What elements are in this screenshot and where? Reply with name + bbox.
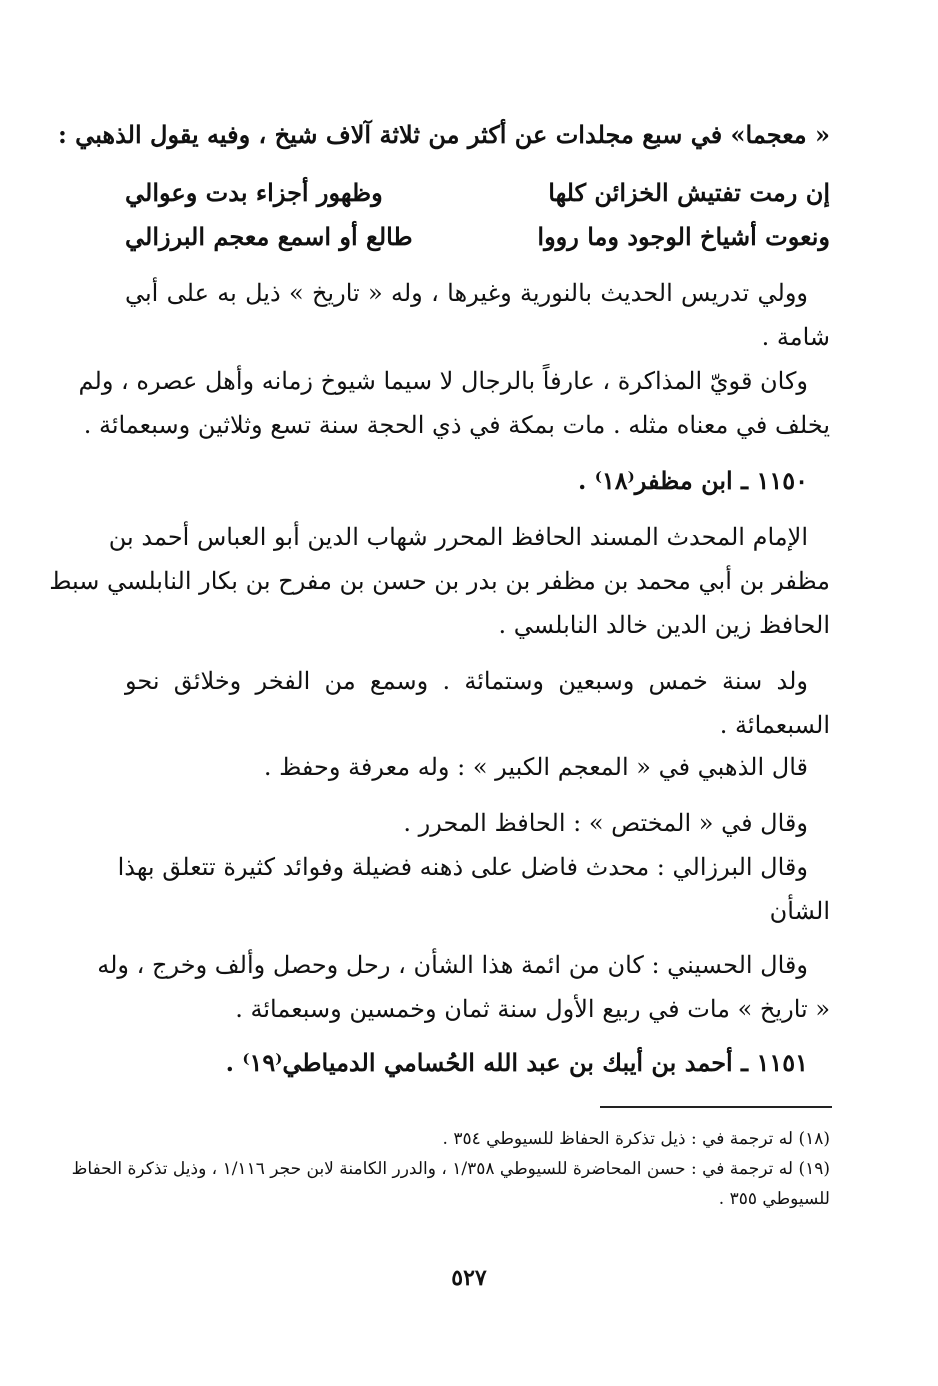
paragraph-line: قال الذهبي في « المعجم الكبير » : وله معرفة وحفظ . <box>263 753 808 781</box>
page-number: ٥٢٧ <box>451 1265 487 1291</box>
paragraph-line: السبعمائة . <box>719 711 830 739</box>
verse-hemistich: ونعوت أشياخ الوجود وما رووا <box>537 222 830 251</box>
paragraph-line: ولد سنة خمس وسبعين وستمائة . وسمع من الفخر وخلائق نحو <box>125 667 808 695</box>
paragraph-line: وقال في « المختص » : الحافظ المحرر . <box>403 809 808 837</box>
footnote-19: (١٩) له ترجمة في : حسن المحاضرة للسيوطي ١/٣٥٨ ، والدرر الكامنة لابن حجر ١/١١٦ ، وذيل تذكرة الحفاظ <box>71 1159 830 1179</box>
verse-hemistich: إن رمت تفتيش الخزائن كلها <box>548 178 830 207</box>
paragraph-line: « معجما» في سبع مجلدات عن أكثر من ثلاثة آلاف شيخ ، وفيه يقول الذهبي : <box>57 120 830 149</box>
footnote-separator <box>600 1106 832 1108</box>
verse-line-1 <box>125 176 830 216</box>
footnote-19-continued: للسيوطي ٣٥٥ . <box>718 1189 830 1209</box>
verse-line-2 <box>125 220 830 260</box>
paragraph-line: وقال البرزالي : محدث فاضل على ذهنه فضيلة وفوائد كثيرة تتعلق بهذا <box>117 853 808 881</box>
verse-hemistich: طالع أو اسمع معجم البرزالي <box>125 222 413 251</box>
paragraph-line: الشأن <box>769 897 830 925</box>
paragraph-line: وكان قويّ المذاكرة ، عارفاً بالرجال لا سيما شيوخ زمانه وأهل عصره ، ولم <box>78 367 808 395</box>
footnote-18: (١٨) له ترجمة في : ذيل تذكرة الحفاظ للسيوطي ٣٥٤ . <box>442 1129 830 1149</box>
paragraph-line: الإمام المحدث المسند الحافظ المحرر شهاب الدين أبو العباس أحمد بن <box>108 523 808 551</box>
paragraph-line: يخلف في معناه مثله . مات بمكة في ذي الحجة سنة تسع وثلاثين وسبعمائة . <box>83 411 830 439</box>
paragraph-line: شامة . <box>761 323 830 351</box>
paragraph-line: مظفر بن أبي محمد بن مظفر بن بدر بن حسن بن مفرح بن بكار النابلسي سبط <box>49 567 830 595</box>
paragraph-line: وولي تدريس الحديث بالنورية وغيرها ، وله « تاريخ » ذيل به على أبي <box>125 279 809 307</box>
paragraph-line: « تاريخ » مات في ربيع الأول سنة ثمان وخمسين وسبعمائة . <box>235 995 830 1023</box>
entry-heading-1151: ١١٥١ ـ أحمد بن أيبك بن عبد الله الحُسامي الدمياطي⁽١٩⁾ . <box>225 1048 808 1077</box>
verse-hemistich: وظهور أجزاء بدت وعوالي <box>125 178 383 207</box>
paragraph-line: وقال الحسيني : كان من ائمة هذا الشأن ، رحل وحصل وألف وخرج ، وله <box>97 951 808 979</box>
paragraph-line: الحافظ زين الدين خالد النابلسي . <box>498 611 830 639</box>
entry-heading-1150: ١١٥٠ ـ ابن مظفر⁽١٨⁾ . <box>578 466 808 495</box>
